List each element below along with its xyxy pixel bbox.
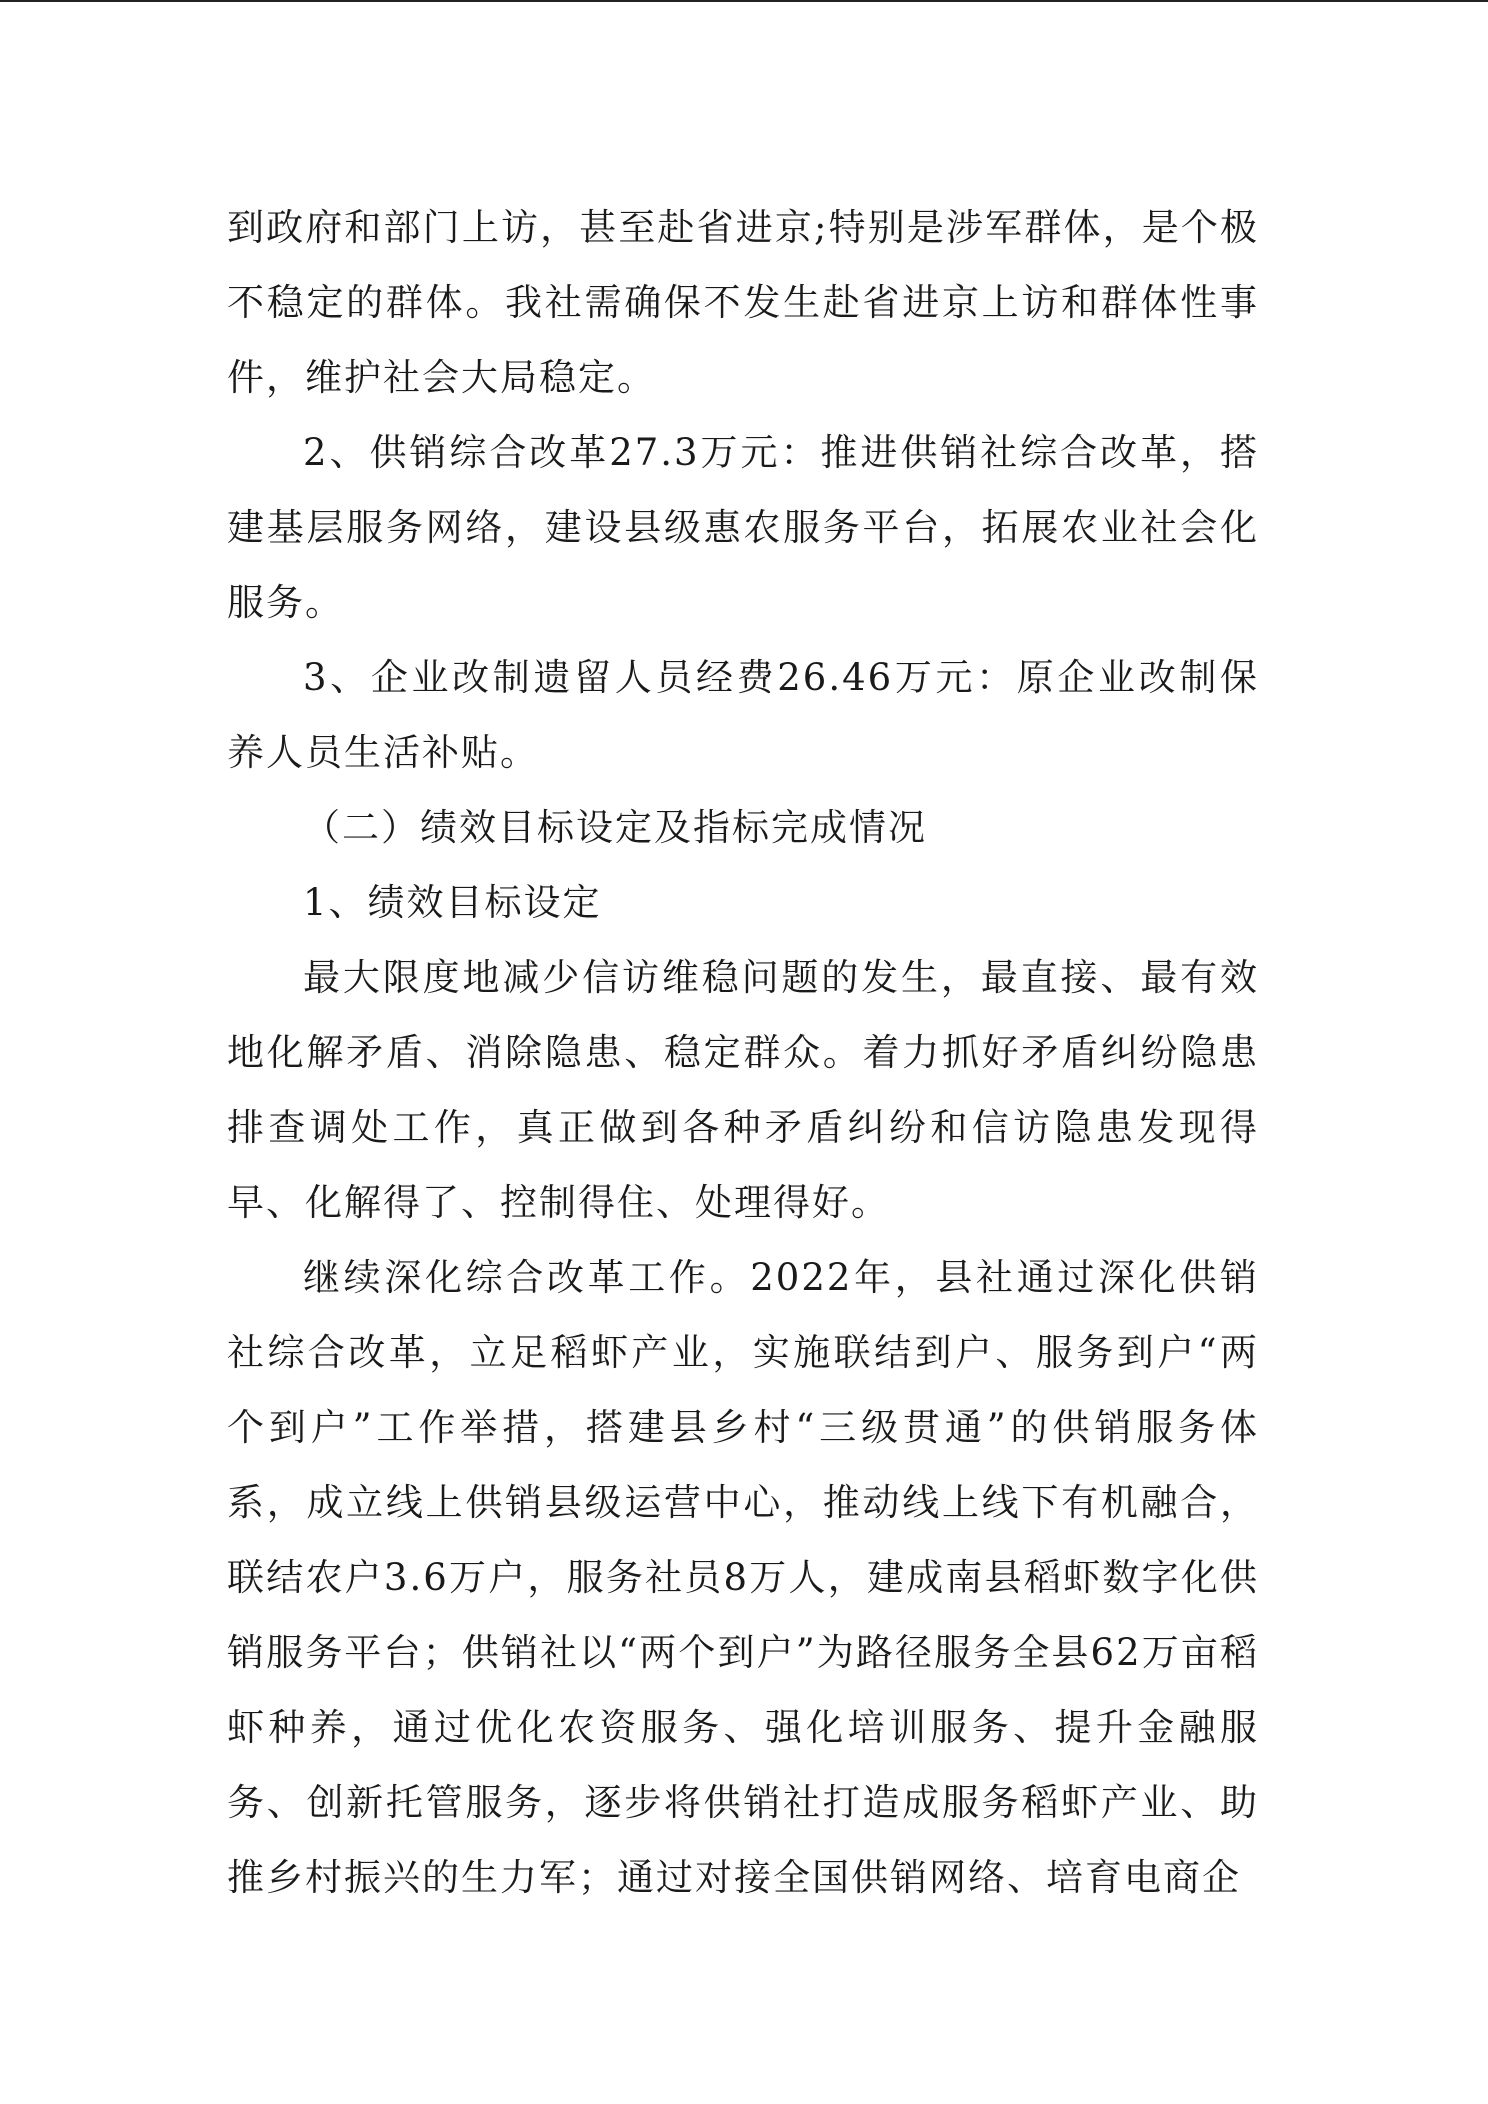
document-body [227, 190, 1259, 1915]
paragraph-reduce-petitions: 最大限度地减少信访维稳问题的发生，最直接、最有效地化解矛盾、消除隐患、稳定群众。着力抓好矛盾纠纷隐患排查调处工作，真正做到各种矛盾纠纷和信访隐患发现得早、化解得了、控制得住、处理得好。 [227, 956, 1259, 1224]
subheading-target-setting: 1、绩效目标设定 [303, 881, 602, 924]
top-border-rule [0, 0, 1488, 2]
paragraph-petition-stability: 到政府和部门上访，甚至赴省进京;特别是涉军群体，是个极不稳定的群体。我社需确保不发生赴省进京上访和群体性事件，维护社会大局稳定。 [227, 206, 1259, 399]
paragraph-retained-staff-funds: 3、企业改制遗留人员经费26.46万元：原企业改制保养人员生活补贴。 [227, 656, 1259, 774]
paragraph-supply-reform-funds: 2、供销综合改革27.3万元：推进供销社综合改革，搭建基层服务网络，建设县级惠农服务平台，拓展农业社会化服务。 [227, 431, 1259, 624]
section-heading-performance-targets: （二）绩效目标设定及指标完成情况 [303, 806, 927, 849]
paragraph-deepen-reform: 继续深化综合改革工作。2022年，县社通过深化供销社综合改革，立足稻虾产业，实施联结到户、服务到户“两个到户”工作举措，搭建县乡村“三级贯通”的供销服务体系，成立线上供销县级运营中心，推动线上线下有机融合，联结农户3.6万户，服务社员8万人，建成南县稻虾数字化供销服务平台；供销社以“两个到户”为路径服务全县62万亩稻虾种养，通过优化农资服务、强化培训服务、提升金融服务、创新托管服务，逐步将供销社打造成服务稻虾产业、助推乡村振兴的生力军；通过对接全国供销网络、培育电商企 [227, 1256, 1259, 1899]
